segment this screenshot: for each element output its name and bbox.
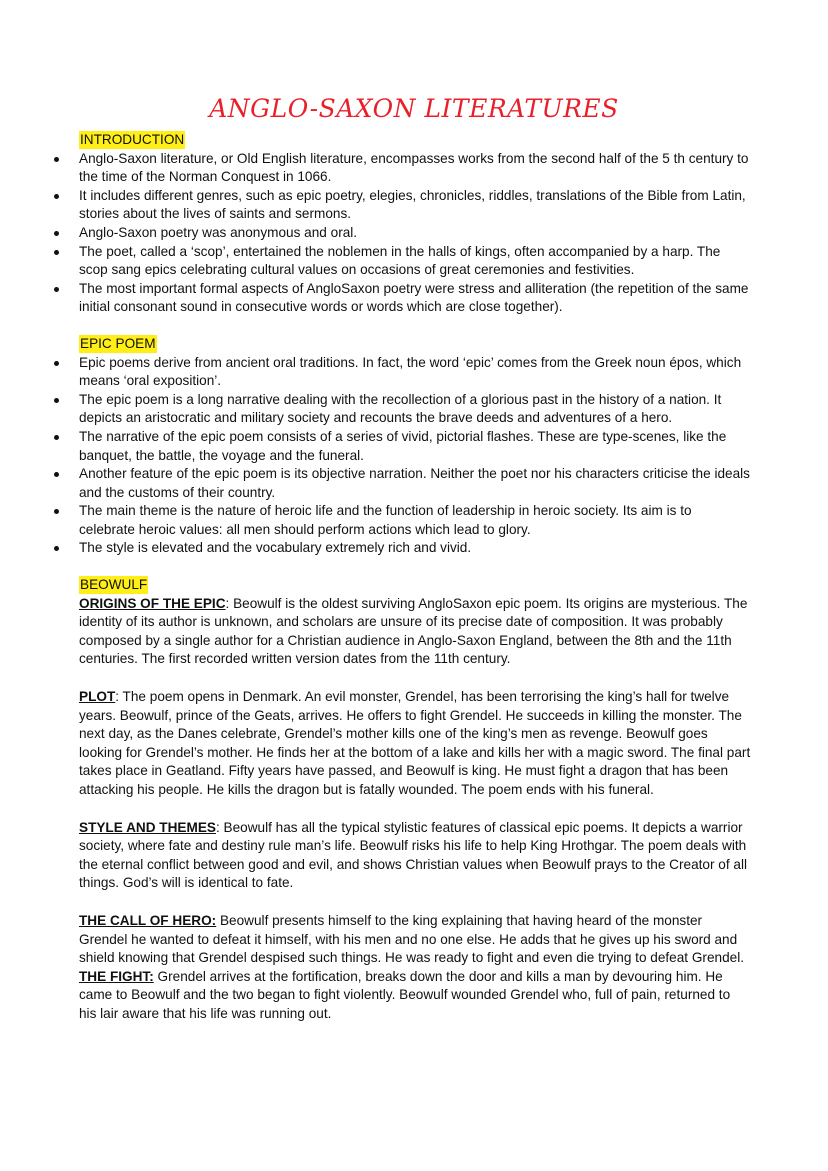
introduction-list <box>79 150 751 317</box>
fight-lead: THE FIGHT: <box>79 968 154 984</box>
list-item: Another feature of the epic poem is its objective narration. Neither the poet nor his characters criticise the ideals and the customs of their country. <box>79 465 751 502</box>
list-item: The most important formal aspects of AngloSaxon poetry were stress and alliteration (the repetition of the same initial consonant sound in consecutive words or words which are close together). <box>79 280 751 317</box>
style-paragraph <box>79 819 751 893</box>
origins-paragraph <box>79 595 751 669</box>
origins-lead: ORIGINS OF THE EPIC <box>79 595 226 611</box>
introduction-label: INTRODUCTION <box>80 132 185 147</box>
beowulf-heading <box>79 576 751 595</box>
list-item: The poet, called a ‘scop’, entertained the noblemen in the halls of kings, often accompanied by a harp. The scop sang epics celebrating cultural values on occasions of great ceremonies and festivities. <box>79 243 751 280</box>
list-item: The main theme is the nature of heroic life and the function of leadership in heroic society. Its aim is to celebrate heroic values: all men should perform actions which lead to glory. <box>79 502 751 539</box>
call-text: Beowulf presents himself to the king explaining that having heard of the monster Grendel he wanted to defeat it himself, with his men and no one else. He adds that he gives up his sword and shield knowing that Grendel despised such things. He was ready to fight and even die trying to defeat Grendel. <box>79 912 744 966</box>
fight-paragraph <box>79 968 751 1024</box>
list-item: It includes different genres, such as epic poetry, elegies, chronicles, riddles, translations of the Bible from Latin, stories about the lives of saints and sermons. <box>79 187 751 224</box>
document-body <box>79 131 751 1024</box>
call-lead: THE CALL OF HERO: <box>79 912 217 928</box>
list-item: Anglo-Saxon literature, or Old English literature, encompasses works from the second half of the 5 th century to the time of the Norman Conquest in 1066. <box>79 150 751 187</box>
fight-text: Grendel arrives at the fortification, breaks down the door and kills a man by devouring him. He came to Beowulf and the two began to fight violently. Beowulf wounded Grendel who, full of pain, returned to his lair aware that his life was running out. <box>79 968 731 1021</box>
epic-poem-heading <box>79 335 751 354</box>
list-item: The narrative of the epic poem consists of a series of vivid, pictorial flashes. These are type-scenes, like the banquet, the battle, the voyage and the funeral. <box>79 428 751 465</box>
call-paragraph <box>79 912 751 968</box>
origins-text: : Beowulf is the oldest surviving AngloSaxon epic poem. Its origins are mysterious. The identity of its author is unknown, and scholars are unsure of its precise date of composition. It was probably composed by a single author for a Christian audience in Anglo-Saxon England, between the 8th and the 11th centuries. The first recorded written version dates from the 11th century. <box>79 595 748 667</box>
plot-paragraph <box>79 688 751 800</box>
style-text: : Beowulf has all the typical stylistic features of classical epic poems. It depicts a warrior society, where fate and destiny rule man’s life. Beowulf risks his life to help King Hrothgar. The poem deals with the eternal conflict between good and evil, and shows Christian values when Beowulf prays to the Creator of all things. God’s will is identical to fate. <box>79 819 747 891</box>
beowulf-label: BEOWULF <box>80 577 148 593</box>
style-lead: STYLE AND THEMES <box>79 819 216 835</box>
epic-poem-list <box>79 354 751 559</box>
plot-lead: PLOT <box>79 689 116 705</box>
list-item: Anglo-Saxon poetry was anonymous and oral. <box>79 224 751 243</box>
epic-poem-label: EPIC POEM <box>80 335 156 351</box>
plot-text: : The poem opens in Denmark. An evil monster, Grendel, has been terrorising the king’s hall for twelve years. Beowulf, prince of the Geats, arrives. He offers to fight Grendel. He succeeds in killing the monster. The next day, as the Danes celebrate, Grendel’s mother kills one of the king’s men as revenge. Beowulf goes looking for Grendel’s mother. He finds her at the bottom of a lake and kills her with a magic sword. The final part takes place in Geatland. Fifty years have passed, and Beowulf is king. He must fight a dragon that has been attacking his people. He kills the dragon but is fatally wounded. The poem ends with his funeral. <box>79 689 751 797</box>
document-title: ANGLO-SAXON LITERATURES <box>209 94 619 123</box>
list-item: The epic poem is a long narrative dealing with the recollection of a glorious past in the history of a nation. It depicts an aristocratic and military society and recounts the brave deeds and adventures of a hero. <box>79 391 751 428</box>
introduction-heading <box>79 131 751 150</box>
list-item: Epic poems derive from ancient oral traditions. In fact, the word ‘epic’ comes from the Greek noun épos, which means ‘oral exposition’. <box>79 354 751 391</box>
list-item: The style is elevated and the vocabulary extremely rich and vivid. <box>79 539 751 558</box>
